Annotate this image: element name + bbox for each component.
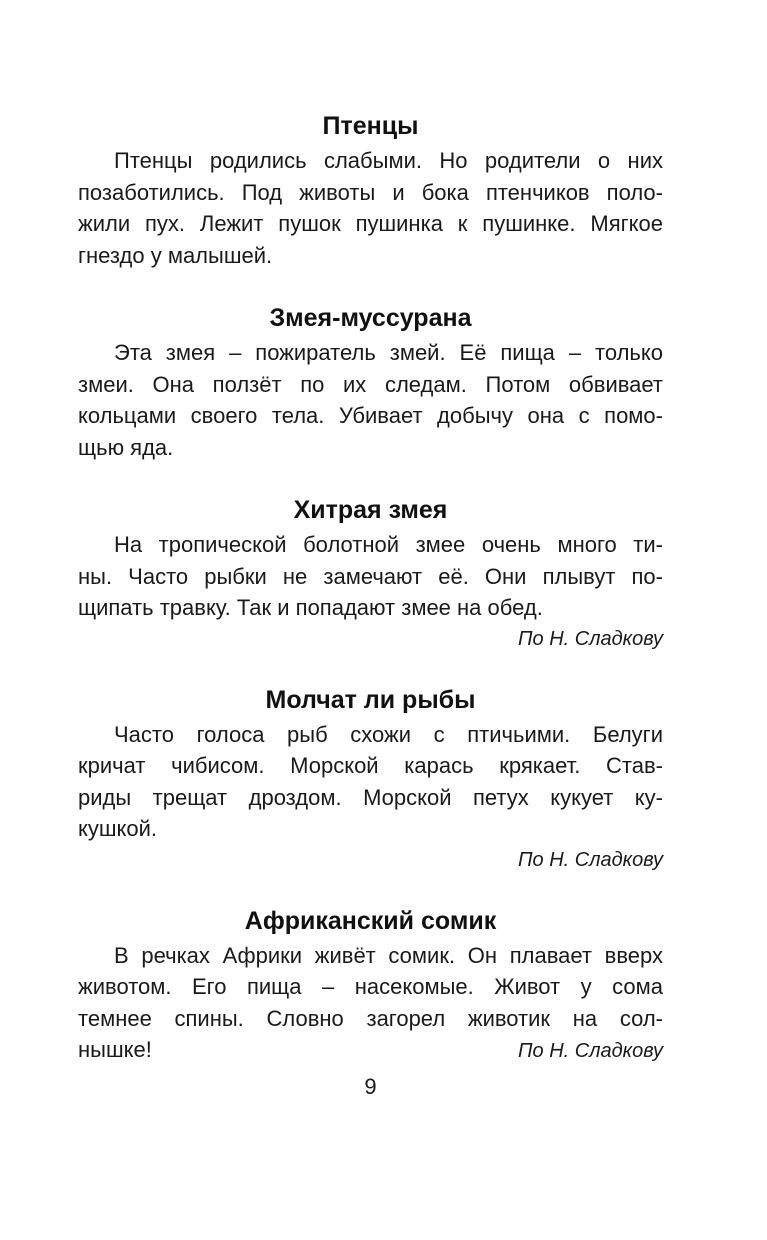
story-ptentsy	[78, 110, 663, 271]
text-line: кушкой.	[78, 816, 158, 841]
story-zmeya-mussurana	[78, 302, 663, 463]
text-line: На тропической болотной змее очень много ти-	[114, 532, 663, 557]
story-text	[78, 719, 663, 845]
text-line: кольцами своего тела. Убивает добычу она с помо-	[78, 403, 663, 428]
text-line: кричат чибисом. Морской карась крякает. Став-	[78, 753, 663, 778]
story-molchat-li-ryby	[78, 684, 663, 876]
story-khitraya-zmeya	[78, 494, 663, 655]
text-line: жили пух. Лежит пушок пушинка к пушинке. Мягкое	[78, 211, 663, 236]
text-line: нышке!	[78, 1037, 152, 1062]
story-author: По Н. Сладкову	[518, 848, 663, 871]
last-line-with-author	[78, 1034, 663, 1067]
text-line: Эта змея – пожиратель змей. Её пища – только	[114, 340, 663, 365]
story-author: По Н. Сладкову	[518, 1040, 663, 1062]
story-author: По Н. Сладкову	[518, 627, 663, 650]
story-title: Змея-муссурана	[269, 304, 472, 332]
story-title: Хитрая змея	[293, 496, 448, 524]
text-line: темнее спины. Словно загорел животик на сол-	[78, 1005, 663, 1031]
book-page	[78, 110, 663, 1067]
text-line: животом. Его пища – насекомые. Живот у сома	[78, 974, 663, 999]
story-title: Молчат ли рыбы	[265, 685, 476, 714]
page-number: 9	[364, 1074, 377, 1099]
text-line: риды трещат дроздом. Морской петух кукует ку-	[78, 784, 663, 810]
text-line: Птенцы родились слабыми. Но родители о них	[114, 148, 663, 173]
text-line: Часто голоса рыб схожи с птичьими. Белуги	[114, 721, 663, 747]
story-afrikanskiy-somik	[78, 905, 663, 1068]
text-line: позаботились. Под животы и бока птенчиков поло-	[78, 179, 663, 205]
text-line: щью яда.	[78, 434, 174, 460]
story-text	[78, 145, 663, 271]
story-title: Птенцы	[322, 112, 419, 140]
text-line: ны. Часто рыбки не замечают её. Они плывут по-	[78, 563, 663, 589]
text-line: В речках Африки живёт сомик. Он плавает вверх	[114, 942, 663, 968]
story-text	[78, 337, 663, 463]
text-line: щипать травку. Так и попадают змее на обед.	[78, 595, 543, 620]
story-text	[78, 940, 663, 1068]
text-line: гнездо у малышей.	[78, 242, 273, 268]
story-text	[78, 529, 663, 624]
story-title: Африканский сомик	[244, 906, 497, 935]
text-line: змеи. Она ползёт по их следам. Потом обвивает	[78, 371, 663, 397]
